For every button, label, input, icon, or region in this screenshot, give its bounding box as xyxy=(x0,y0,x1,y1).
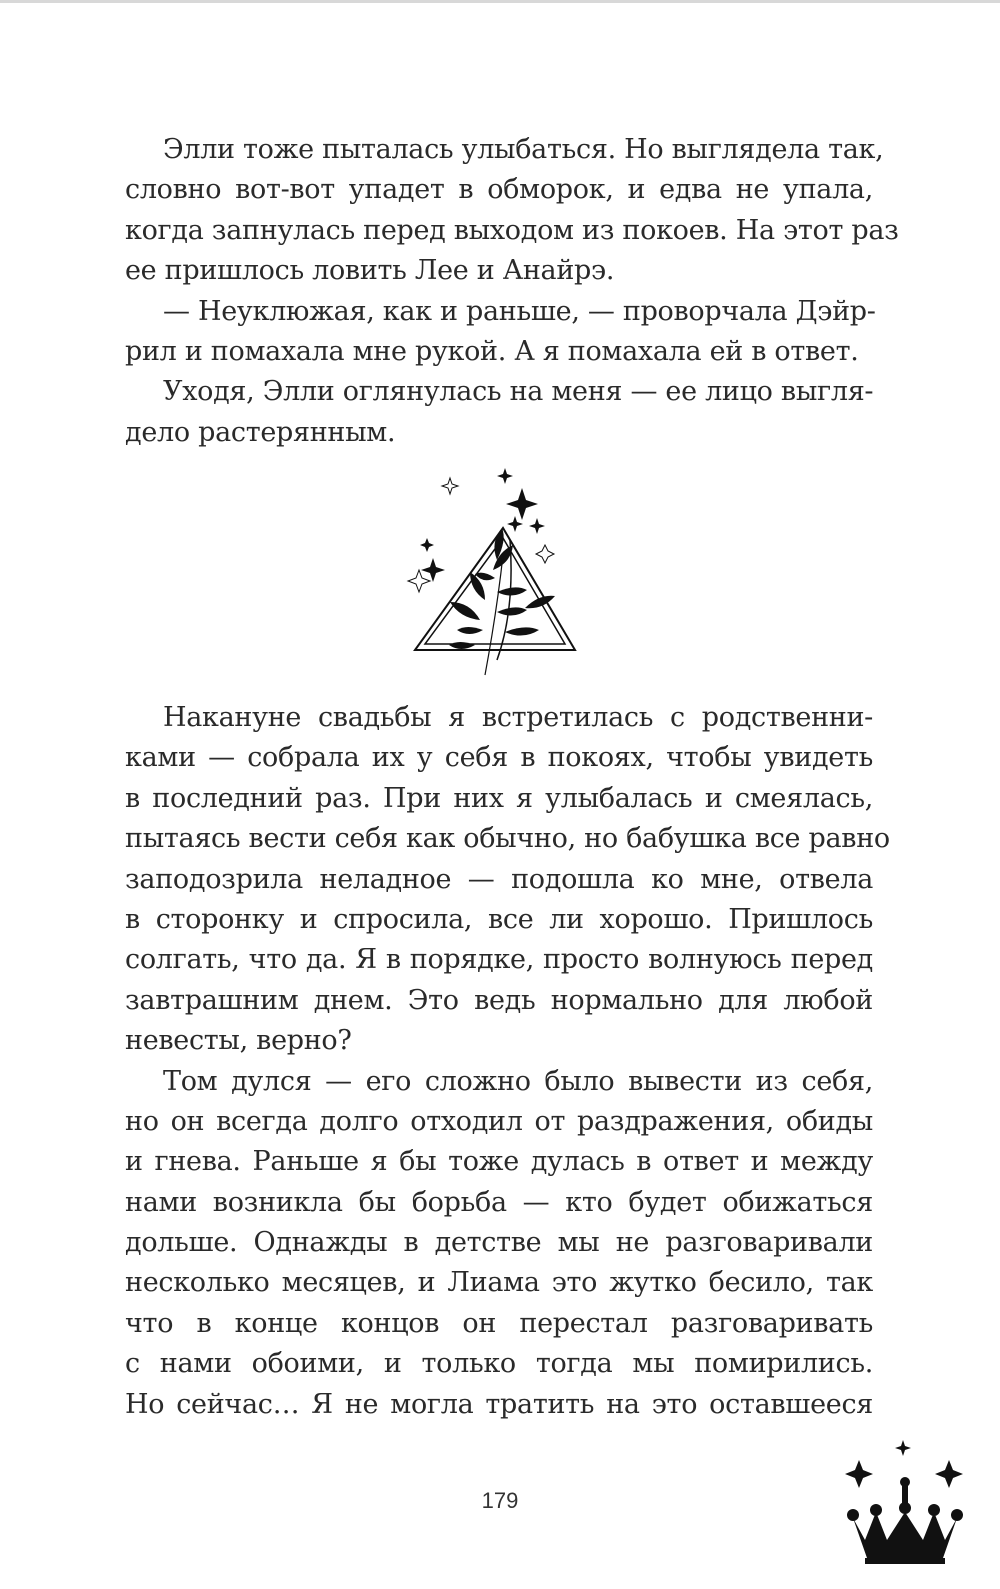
text-line: в последний раз. При них я улыбалась и смеялась, xyxy=(125,782,873,814)
text-line: нами возникла бы борьба — кто будет обижаться xyxy=(125,1186,873,1218)
text-line: но он всегда долго отходил от раздражения, обиды xyxy=(125,1105,873,1137)
text-line: дело растерянным. xyxy=(125,416,396,448)
text-line: — Неуклюжая, как и раньше, — проворчала Дэйр- xyxy=(163,295,876,327)
text-line: Том дулся — его сложно было вывести из себя, xyxy=(163,1065,873,1097)
text-line: с нами обоими, и только тогда мы помирились. xyxy=(125,1348,873,1380)
text-line: завтрашним днем. Это ведь нормально для любой xyxy=(125,984,873,1016)
text-block-top xyxy=(125,130,899,453)
text-line: ее пришлось ловить Лее и Анайрэ. xyxy=(125,255,615,287)
text-line: рил и помахала мне рукой. А я помахала ей в ответ. xyxy=(125,335,859,367)
text-line: словно вот-вот упадет в обморок, и едва не упала, xyxy=(125,174,873,206)
text-line: невесты, верно? xyxy=(125,1025,352,1057)
text-line: Накануне свадьбы я встретилась с родственни- xyxy=(163,702,873,733)
page-number: 179 xyxy=(481,1488,519,1513)
text-line: Элли тоже пыталась улыбаться. Но выглядела так, xyxy=(163,134,884,165)
text-line: Уходя, Элли оглянулась на меня — ее лицо выгля- xyxy=(163,376,874,408)
text-line: и гнева. Раньше я бы тоже дулась в ответ и между xyxy=(125,1146,873,1178)
text-line: Но сейчас… Я не могла тратить на это оставшееся xyxy=(125,1388,873,1420)
crown-icon xyxy=(845,1440,965,1565)
text-line: что в конце концов он перестал разговаривать xyxy=(125,1307,873,1339)
text-line: заподозрила неладное — подошла ко мне, отвела xyxy=(125,863,873,895)
text-block-bottom xyxy=(125,698,890,1425)
top-border xyxy=(0,0,1000,3)
text-line: солгать, что да. Я в порядке, просто волнуюсь перед xyxy=(125,944,873,976)
text-line: когда запнулась перед выходом из покоев. На этот раз xyxy=(125,214,899,246)
moon-triangle-ornament-icon xyxy=(405,460,585,685)
text-line: в сторонку и спросила, все ли хорошо. Пришлось xyxy=(125,903,873,935)
text-line: несколько месяцев, и Лиама это жутко бесило, так xyxy=(125,1267,873,1299)
text-line: ками — собрала их у себя в покоях, чтобы увидеть xyxy=(125,742,873,774)
text-line: дольше. Однажды в детстве мы не разговаривали xyxy=(125,1227,873,1259)
text-line: пытаясь вести себя как обычно, но бабушка все равно xyxy=(125,823,890,855)
